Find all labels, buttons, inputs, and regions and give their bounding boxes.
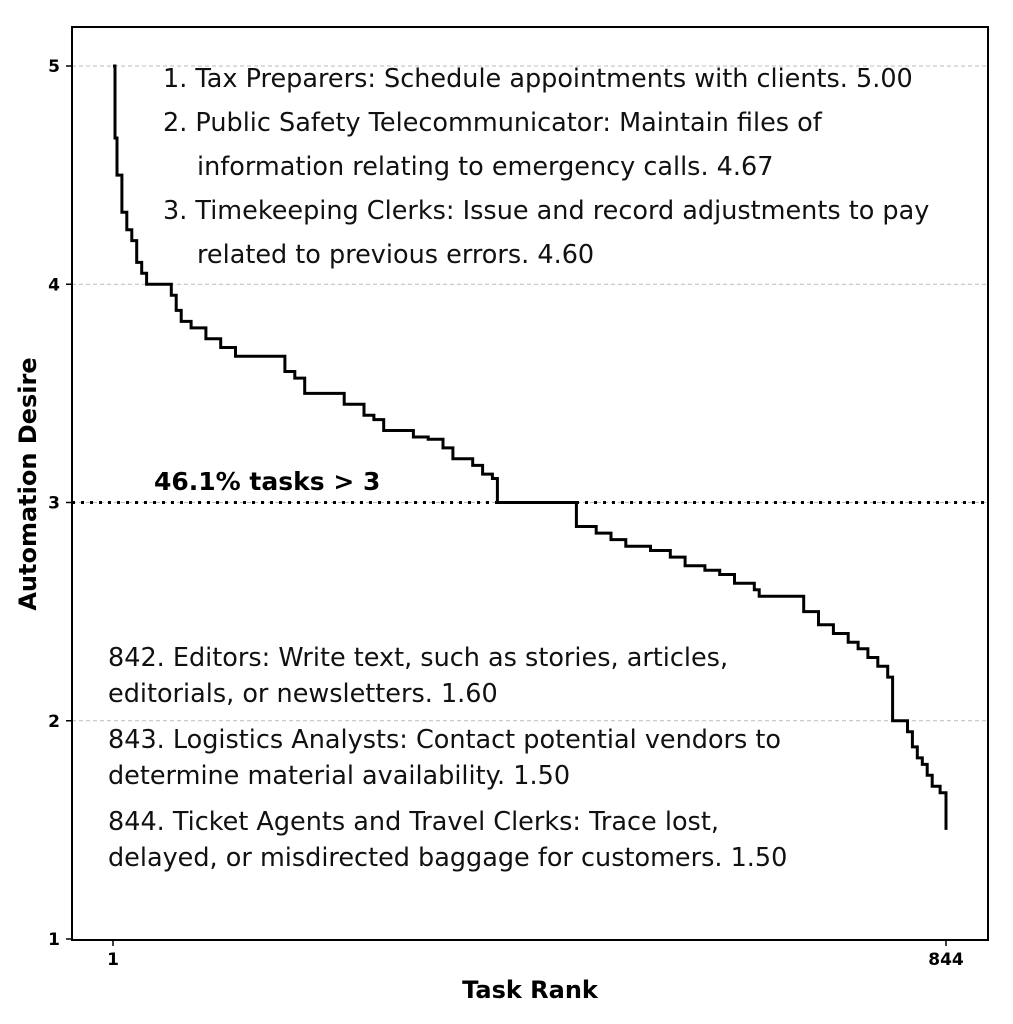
bottom-annotation-1-line-2: editorials, or newsletters. 1.60 bbox=[108, 679, 498, 709]
x-axis-title: Task Rank bbox=[462, 976, 598, 1004]
top-annotation-3-line-2: related to previous errors. 4.60 bbox=[197, 240, 595, 270]
top-annotation-2-line-1: 2. Public Safety Telecommunicator: Maintain files of bbox=[163, 108, 822, 138]
bottom-annotation-3-line-2: delayed, or misdirected baggage for customers. 1.50 bbox=[108, 843, 788, 873]
y-tick-label-1: 1 bbox=[48, 930, 60, 950]
y-axis-title: Automation Desire bbox=[14, 357, 42, 611]
bottom-task-annotations bbox=[108, 643, 787, 873]
bottom-annotation-1-line-1: 842. Editors: Write text, such as stories, articles, bbox=[108, 643, 729, 673]
y-tick-label-3: 3 bbox=[48, 493, 60, 514]
y-tick-label-4: 4 bbox=[48, 275, 60, 296]
top-annotation-3-line-1: 3. Timekeeping Clerks: Issue and record adjustments to pay bbox=[163, 196, 930, 226]
bottom-annotation-2-line-2: determine material availability. 1.50 bbox=[108, 761, 571, 791]
y-tick-label-2: 2 bbox=[48, 711, 60, 732]
x-tick-label-844: 844 bbox=[928, 950, 964, 970]
top-annotation-2-line-2: information relating to emergency calls. 4.67 bbox=[197, 152, 774, 182]
top-task-annotations bbox=[163, 64, 929, 270]
bottom-annotation-2-line-1: 843. Logistics Analysts: Contact potential vendors to bbox=[108, 725, 782, 755]
x-tick-label-1: 1 bbox=[107, 950, 119, 970]
top-annotation-1-line-1: 1. Tax Preparers: Schedule appointments with clients. 5.00 bbox=[163, 64, 913, 94]
threshold-label: 46.1% tasks > 3 bbox=[154, 467, 381, 496]
bottom-annotation-3-line-1: 844. Ticket Agents and Travel Clerks: Trace lost, bbox=[108, 807, 719, 837]
y-tick-label-5: 5 bbox=[48, 57, 60, 77]
